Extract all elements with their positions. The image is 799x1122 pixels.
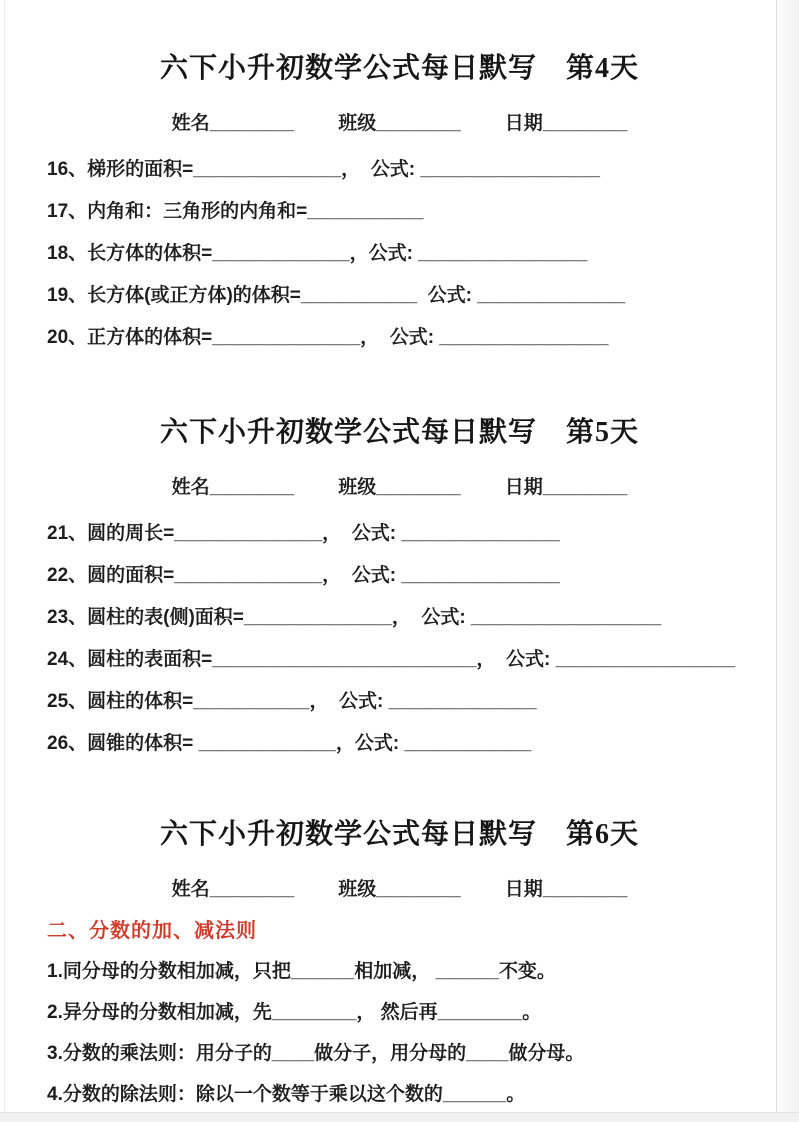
date-field: 日期________ bbox=[504, 879, 628, 900]
page-edge-right-line bbox=[776, 0, 777, 1122]
question-23: 23、圆柱的表(侧)面积=______________， 公式: __________________ bbox=[47, 607, 662, 628]
rule-2: 2.异分母的分数相加减，先________， 然后再________。 bbox=[47, 1002, 542, 1023]
question-24: 24、圆柱的表面积=_________________________， 公式: _________________ bbox=[47, 649, 736, 670]
day4-title: 六下小升初数学公式每日默写 第4天 bbox=[159, 53, 639, 84]
class-field: 班级________ bbox=[338, 477, 461, 498]
fraction-rules-heading: 二、分数的加、减法则 bbox=[47, 920, 257, 942]
day6-rules bbox=[47, 960, 759, 1106]
question-17: 17、内角和：三角形的内角和=___________ bbox=[47, 201, 424, 222]
day5-title: 六下小升初数学公式每日默写 第5天 bbox=[159, 417, 639, 448]
day5-questions bbox=[47, 522, 759, 755]
question-21: 21、圆的周长=______________， 公式: _______________ bbox=[47, 523, 560, 544]
section-day5 bbox=[0, 368, 799, 755]
rule-4: 4.分数的除法则：除以一个数等于乘以这个数的______。 bbox=[47, 1084, 526, 1105]
question-19: 19、长方体(或正方体)的体积=___________ 公式: ______________ bbox=[47, 285, 626, 306]
day4-info-row bbox=[0, 112, 799, 135]
day6-title: 六下小升初数学公式每日默写 第6天 bbox=[159, 819, 639, 850]
name-field: 姓名________ bbox=[171, 477, 295, 498]
page-edge-left bbox=[4, 0, 5, 1122]
name-field: 姓名________ bbox=[171, 113, 295, 134]
date-field: 日期________ bbox=[504, 477, 628, 498]
day4-questions bbox=[47, 158, 759, 349]
rule-3: 3.分数的乘法则：用分子的____做分子，用分母的____做分母。 bbox=[47, 1043, 585, 1064]
date-field: 日期________ bbox=[504, 113, 628, 134]
question-20: 20、正方体的体积=______________， 公式: ________________ bbox=[47, 327, 609, 348]
page-edge-bottom bbox=[0, 1112, 799, 1122]
question-22: 22、圆的面积=______________， 公式: _______________ bbox=[47, 565, 560, 586]
rule-1: 1.同分母的分数相加减，只把______相加减， ______不变。 bbox=[47, 961, 556, 982]
day5-info-row bbox=[0, 476, 799, 499]
question-25: 25、圆柱的体积=___________， 公式: ______________ bbox=[47, 691, 537, 712]
question-16: 16、梯形的面积=______________， 公式: _________________ bbox=[47, 159, 600, 180]
page-edge-right bbox=[777, 0, 799, 1122]
day6-info-row bbox=[0, 878, 799, 901]
class-field: 班级________ bbox=[338, 113, 461, 134]
question-26: 26、圆锥的体积= _____________，公式: ____________ bbox=[47, 733, 532, 754]
section-day4 bbox=[0, 0, 799, 349]
section-day6 bbox=[0, 774, 799, 1106]
question-18: 18、长方体的体积=_____________，公式: ________________ bbox=[47, 243, 588, 264]
class-field: 班级________ bbox=[338, 879, 461, 900]
name-field: 姓名________ bbox=[171, 879, 295, 900]
